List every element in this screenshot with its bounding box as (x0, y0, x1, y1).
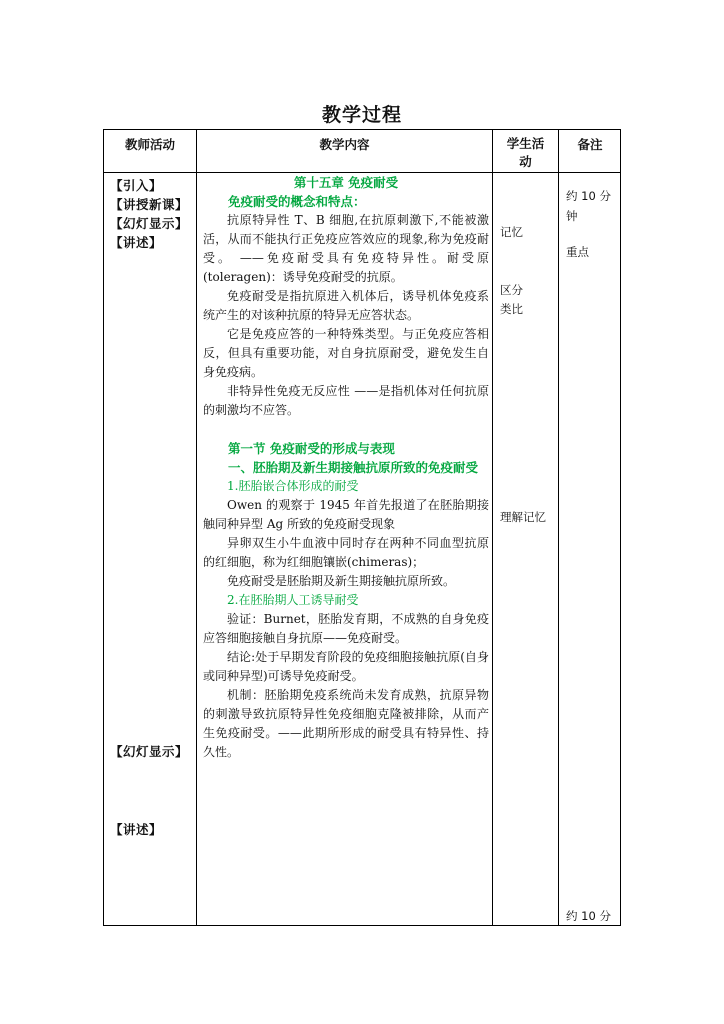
note-time (566, 186, 618, 226)
paragraph: Owen 的观察于 1945 年首先报道了在胚胎期接触同种异型 Ag 所致的免疫耐受现象 (203, 498, 489, 531)
paragraph: 免疫耐受是指抗原进入机体后，诱导机体免疫系统产生的对该种抗原的特异无应答状态。 (203, 289, 489, 322)
paragraph: 它是免疫应答的一种特殊类型。与正免疫应答相反，但具有重要功能，对自身抗原耐受，避免发生自身免疫病。 (203, 327, 489, 379)
header-student-line1: 学生活 (506, 136, 545, 151)
teacher-intro: 【引入】 (110, 178, 163, 193)
header-notes: 备注 (577, 137, 603, 152)
column-divider (492, 129, 493, 926)
paragraph: 结论:处于早期发育阶段的免疫细胞接触抗原(自身或同种异型)可诱导免疫耐受。 (203, 650, 489, 683)
paragraph: 机制：胚胎期免疫系统尚未发育成熟，抗原异物的刺激导致抗原特异性免疫细胞克隆被排除，从而产生免疫耐受。——此期所形成的耐受具有特异性、持久性。 (203, 688, 489, 759)
student-understand: 理解记忆 (500, 510, 546, 524)
teacher-lecture-2: 【讲述】 (110, 822, 163, 837)
item-heading: 1.胚胎嵌合体形成的耐受 (227, 479, 359, 493)
page-title: 教学过程 (321, 104, 402, 126)
paragraph: 验证：Burnet，胚胎发育期，不成熟的自身免疫应答细胞接触自身抗原——免疫耐受。 (203, 612, 489, 645)
note-time-2: 约 10 分 (566, 909, 611, 923)
paragraph: 免疫耐受是胚胎期及新生期接触抗原所致。 (227, 574, 456, 588)
teacher-slide-display: 【幻灯显示】 (110, 216, 189, 231)
header-teaching-content: 教学内容 (319, 137, 370, 152)
subsection-title: 一、胚胎期及新生期接触抗原所致的免疫耐受 (228, 460, 479, 475)
student-compare: 类比 (500, 302, 523, 316)
teaching-content (203, 172, 489, 762)
concept-heading: 免疫耐受的概念和特点： (228, 194, 366, 209)
note-time-line1: 约 10 分 (566, 189, 611, 203)
chapter-title: 第十五章 免疫耐受 (293, 175, 399, 190)
section-title: 第一节 免疫耐受的形成与表现 (228, 441, 395, 456)
paragraph: 异卵双生小牛血液中同时存在两种不同血型抗原的红细胞，称为红细胞镶嵌(chimeras)； (203, 536, 489, 569)
note-time-line2: 钟 (566, 209, 578, 223)
header-teacher-activity: 教师活动 (124, 137, 175, 152)
paragraph: 非特异性免疫无反应性 ——是指机体对任何抗原的刺激均不应答。 (203, 384, 489, 417)
item-heading: 2.在胚胎期人工诱导耐受 (227, 593, 359, 607)
teacher-lecture: 【讲述】 (110, 235, 163, 250)
teacher-new-lesson: 【讲授新课】 (110, 197, 189, 212)
student-memorize: 记忆 (500, 225, 523, 239)
header-student-line2: 动 (519, 154, 532, 169)
note-key-point: 重点 (566, 245, 589, 259)
paragraph: 抗原特异性 T、B 细胞,在抗原刺激下,不能被激活，从而不能执行正免疫应答效应的现象,称为免疫耐受。 ——免疫耐受具有免疫特异性。耐受原(toleragen)：诱导免疫耐受的抗原。 (203, 213, 489, 284)
header-student-activity (493, 135, 558, 171)
teacher-slide-display-2: 【幻灯显示】 (110, 744, 189, 759)
student-distinguish: 区分 (500, 283, 523, 297)
column-divider (196, 129, 197, 926)
column-divider (558, 129, 559, 926)
